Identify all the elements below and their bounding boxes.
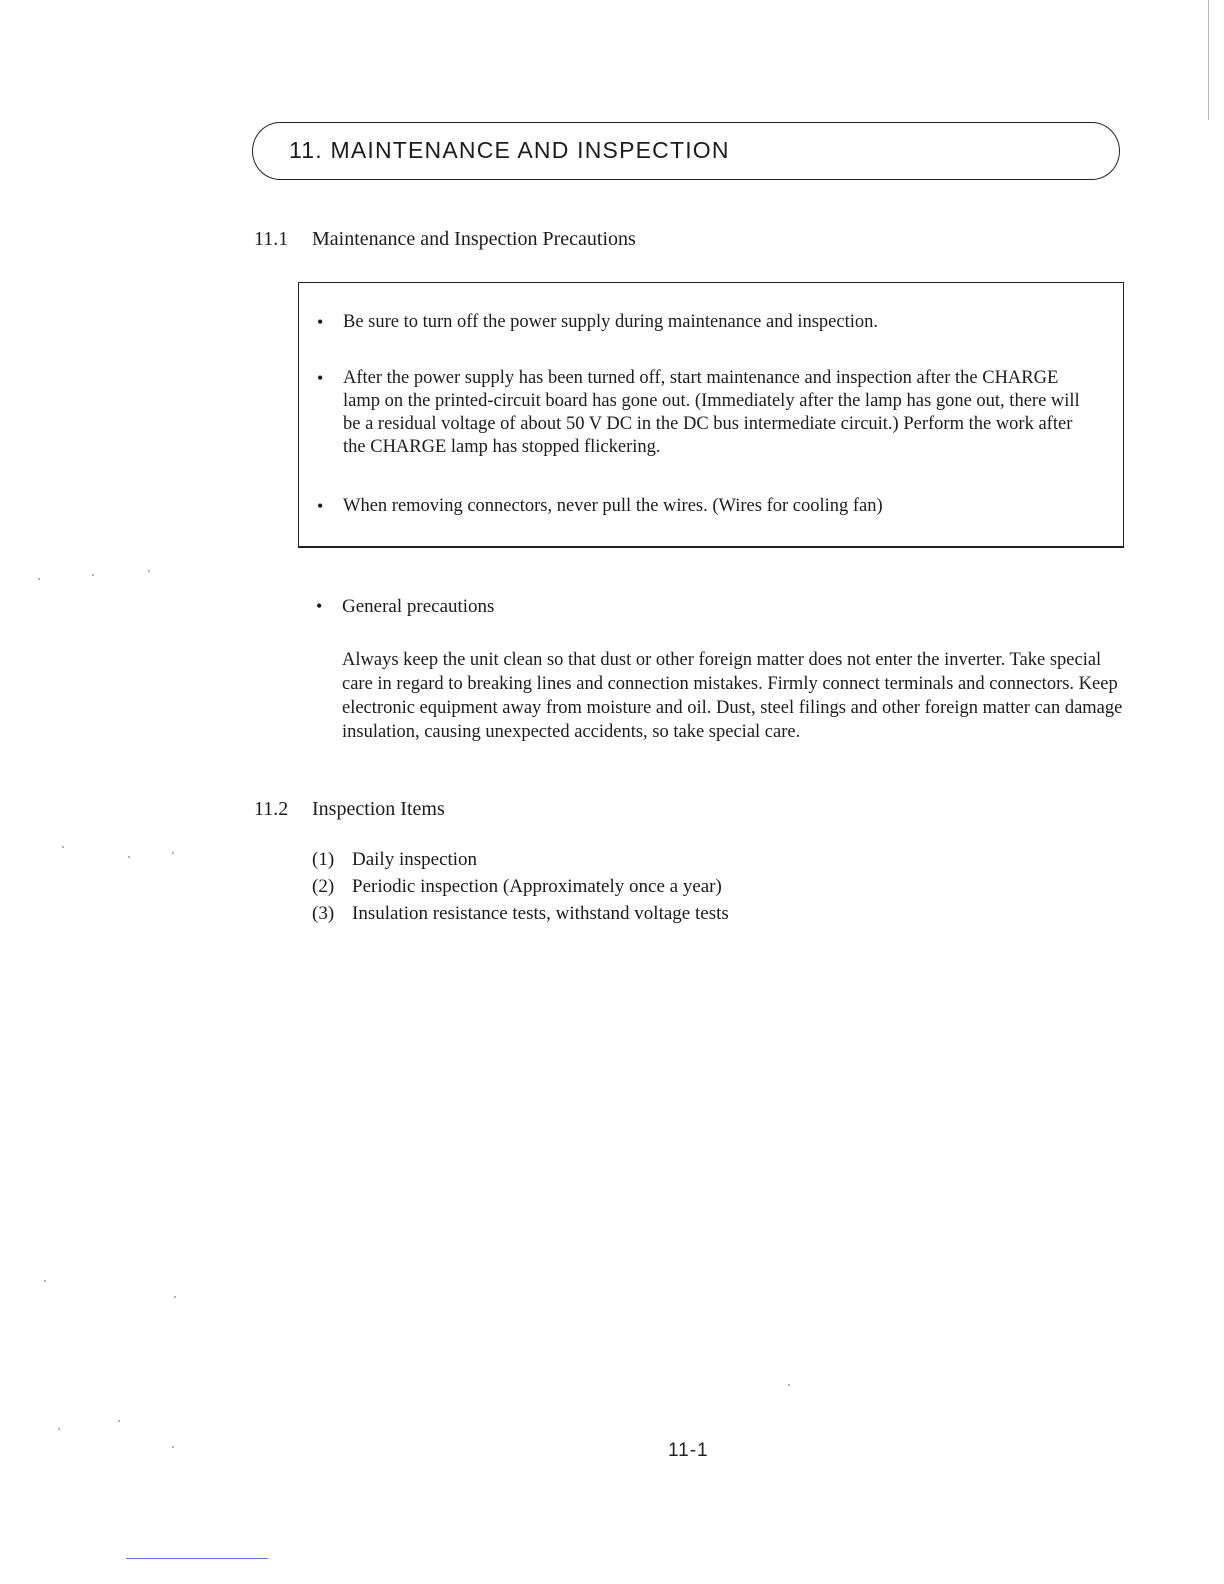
section-number: 11.2	[254, 798, 289, 820]
caution-box	[298, 282, 1124, 548]
scan-speckle	[174, 1296, 176, 1298]
scan-speckle	[172, 1446, 174, 1448]
caution-text: Be sure to turn off the power supply during maintenance and inspection.	[343, 312, 879, 332]
caution-item	[317, 311, 1099, 334]
item-number: (2)	[312, 876, 335, 897]
scan-speckle	[62, 846, 64, 848]
page-number: 11-1	[668, 1440, 709, 1461]
general-precautions-paragraph: Always keep the unit clean so that dust or other foreign matter does not enter the inverter. Take special care in regard to breaking lines and connection mistakes. Firmly connect terminals and connectors. Keep electronic equipment away from moisture and oil. Dust, steel filings and other foreign matter can damage insulation, causing unexpected accidents, so take special care.	[342, 650, 1123, 742]
item-label: Periodic inspection (Approximately once a year)	[352, 876, 722, 897]
caution-text: After the power supply has been turned off, start maintenance and inspection after the CHARGE lamp on the printed-circuit board has gone out. (Immediately after the lamp has gone out, there will be a residual voltage of about 50 V DC in the DC bus intermediate circuit.) Perform the work after the CHARGE lamp has stopped flickering.	[343, 368, 1080, 457]
general-precautions-heading	[316, 596, 495, 618]
bullet-icon: •	[317, 496, 324, 516]
caution-text: When removing connectors, never pull the wires. (Wires for cooling fan)	[343, 496, 883, 516]
inspection-items-list	[312, 846, 729, 927]
chapter-title: 11. MAINTENANCE AND INSPECTION	[289, 137, 730, 163]
caution-item	[317, 367, 1099, 459]
section-title: Maintenance and Inspection Precautions	[312, 228, 636, 250]
bullet-icon: •	[316, 596, 323, 616]
item-label: Daily inspection	[352, 849, 478, 870]
item-label: Insulation resistance tests, withstand voltage tests	[352, 903, 729, 924]
scan-speckle	[128, 856, 130, 858]
bullet-icon: •	[317, 368, 324, 388]
list-item	[312, 873, 729, 900]
item-number: (1)	[312, 849, 335, 870]
list-item	[312, 900, 729, 927]
scan-speckle	[172, 852, 174, 854]
general-heading-text: General precautions	[342, 596, 495, 617]
scan-speckle	[44, 1280, 46, 1282]
scan-speckle	[38, 578, 40, 580]
scan-speckle	[118, 1420, 120, 1422]
scan-speckle	[58, 1428, 60, 1430]
caution-item	[317, 495, 1099, 518]
scan-speckle	[148, 570, 150, 572]
scan-speckle	[788, 1384, 790, 1386]
section-heading-11-2	[254, 798, 445, 821]
bullet-icon: •	[317, 312, 324, 332]
section-number: 11.1	[254, 228, 289, 250]
item-number: (3)	[312, 903, 335, 924]
scan-edge-line	[1208, 0, 1209, 120]
section-heading-11-1	[254, 228, 636, 251]
section-title: Inspection Items	[312, 798, 445, 820]
list-item	[312, 846, 729, 873]
scan-speckle	[92, 574, 94, 576]
chapter-header-frame	[252, 122, 1120, 180]
scan-edge-line	[126, 1558, 268, 1559]
